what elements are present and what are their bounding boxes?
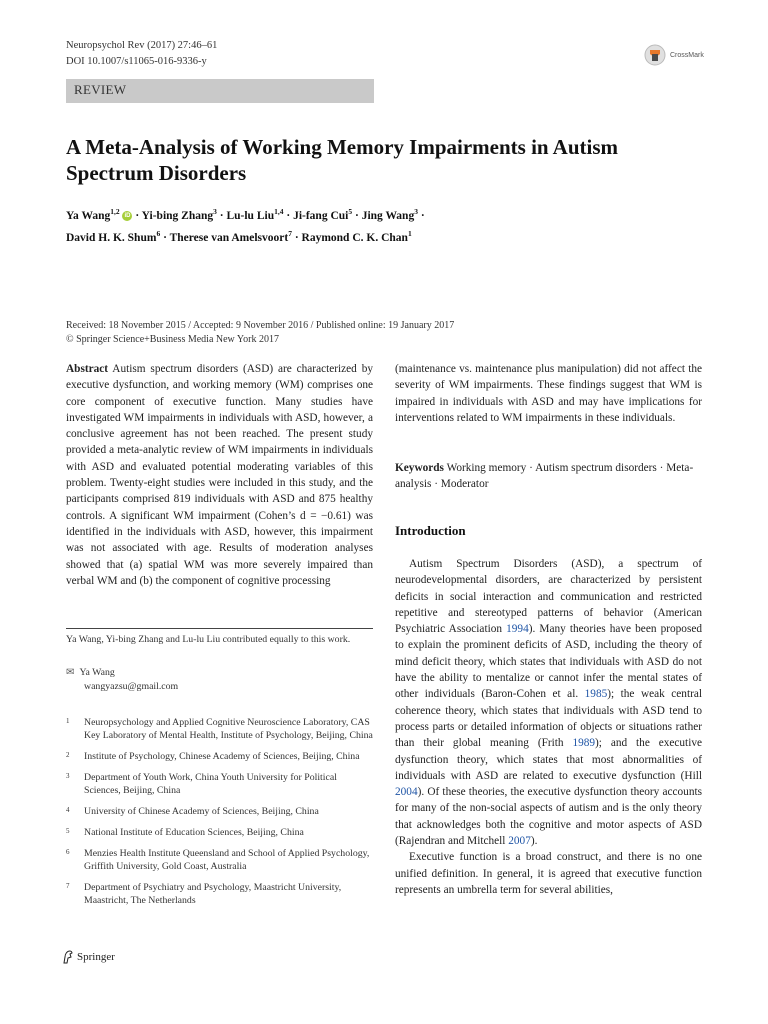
publication-info bbox=[66, 319, 454, 347]
keywords-text: Working memory · Autism spectrum disorders · Meta-analysis · Moderator bbox=[395, 462, 694, 491]
affiliation-item bbox=[66, 847, 373, 873]
publisher-name: Springer bbox=[77, 951, 115, 963]
crossmark-icon bbox=[644, 44, 666, 66]
introduction-body bbox=[395, 556, 702, 898]
keywords bbox=[395, 460, 702, 493]
author-name[interactable]: Raymond C. K. Chan bbox=[301, 231, 408, 244]
springer-horse-icon bbox=[62, 950, 74, 964]
author-separator: · bbox=[283, 209, 294, 222]
contact-name: Ya Wang bbox=[79, 667, 115, 678]
citation-link[interactable]: 2004 bbox=[395, 786, 418, 799]
affiliation-text: Department of Psychiatry and Psychology, Maastricht University, Maastricht, The Netherlands bbox=[84, 882, 342, 906]
orcid-icon[interactable]: iD bbox=[124, 213, 131, 220]
keywords-label: Keywords bbox=[395, 462, 444, 474]
author-affiliation-ref: 3 bbox=[414, 207, 418, 216]
intro-text: ); and the executive dysfunction theory, which states that most abnormalities of individuals with ASD are related to executive dysfunction (Hill bbox=[395, 737, 702, 782]
affiliation-text: Institute of Psychology, Chinese Academy of Sciences, Beijing, China bbox=[84, 751, 360, 762]
author bbox=[169, 228, 292, 244]
introduction-heading: Introduction bbox=[395, 523, 466, 538]
doi[interactable]: DOI 10.1007/s11065-016-9336-y bbox=[66, 56, 207, 67]
affiliation-text: Neuropsychology and Applied Cognitive Neuroscience Laboratory, CAS Key Laboratory of Mental Health, Institute of Psychology, Beijing, China bbox=[84, 717, 373, 741]
citation-link[interactable]: 2007 bbox=[508, 835, 531, 848]
introduction-paragraph-2: Executive function is a broad construct, and there is no one unified definition. In general, it is agreed that executive function represents an umbrella term for several abilities, bbox=[395, 851, 702, 896]
publisher-logo bbox=[62, 950, 115, 964]
affiliation-item bbox=[66, 716, 373, 742]
affiliation-text: Menzies Health Institute Queensland and School of Applied Psychology, Griffith University, Gold Coast, Australia bbox=[84, 848, 370, 872]
publication-dates: Received: 18 November 2015 / Accepted: 9 November 2016 / Published online: 19 January 2017 bbox=[66, 320, 455, 331]
affiliation-item bbox=[66, 771, 373, 797]
author-name[interactable]: Ji-fang Cui bbox=[293, 209, 349, 222]
abstract-continued: (maintenance vs. maintenance plus manipulation) did not affect the severity of WM impairments. These findings suggest that WM is impaired in individuals with ASD and may have implications for interventions related to WM impairments in these individuals. bbox=[395, 363, 702, 424]
copyright-line: © Springer Science+Business Media New York 2017 bbox=[66, 334, 279, 345]
introduction-paragraph-1 bbox=[395, 556, 702, 849]
author-name[interactable]: Ya Wang bbox=[66, 209, 111, 222]
author-affiliation-ref: 1,2 bbox=[110, 207, 120, 216]
author bbox=[141, 207, 217, 222]
affiliation-number: 2 bbox=[66, 751, 70, 759]
author bbox=[301, 228, 412, 244]
author-name[interactable]: Yi-bing Zhang bbox=[141, 209, 214, 222]
author-affiliation-ref: 5 bbox=[348, 207, 353, 216]
affiliations bbox=[66, 716, 373, 915]
intro-text: ). bbox=[530, 835, 538, 848]
affiliation-number: 5 bbox=[66, 827, 70, 835]
author-affiliation-ref: 6 bbox=[156, 228, 161, 238]
article-type: REVIEW bbox=[74, 82, 127, 97]
author-name[interactable]: Therese van Amelsvoort bbox=[169, 231, 289, 244]
author-separator: · bbox=[132, 209, 142, 222]
envelope-icon: ✉ bbox=[66, 667, 75, 678]
intro-text: ). Of these theories, the executive dysfunction theory accounts for many of the non-social aspects of autism and is the only theory that acknowledges both the cognitive and motor aspects of ASD (Rajendran and Mitchell bbox=[395, 786, 702, 848]
footnote-divider bbox=[66, 628, 373, 629]
affiliation-number: 1 bbox=[66, 717, 70, 725]
author-name[interactable]: David H. K. Shum bbox=[66, 231, 157, 244]
article-type-bar bbox=[66, 79, 374, 103]
affiliation-item bbox=[66, 881, 373, 907]
affiliation-number: 3 bbox=[66, 772, 70, 780]
intro-text: ); the weak central coherence theory, which states that individuals with ASD tend to process parts or detailed information of objects or situations rather than their global meaning (Frith bbox=[395, 688, 702, 750]
author bbox=[66, 207, 132, 222]
author bbox=[66, 228, 161, 244]
abstract bbox=[66, 361, 373, 589]
affiliation-number: 4 bbox=[66, 806, 70, 814]
citation-link[interactable]: 1985 bbox=[584, 688, 608, 701]
equal-contribution-note: Ya Wang, Yi-bing Zhang and Lu-lu Liu contributed equally to this work. bbox=[66, 634, 351, 645]
author-name[interactable]: Jing Wang bbox=[361, 209, 415, 222]
citation-link[interactable]: 1989 bbox=[572, 737, 596, 750]
affiliation-item bbox=[66, 826, 373, 839]
crossmark-badge[interactable] bbox=[644, 44, 704, 66]
author bbox=[226, 207, 284, 222]
abstract-text: Autism spectrum disorders (ASD) are characterized by executive dysfunction, and working memory (WM) comprises one core component of executive function. Many studies have investigated WM impairments in individuals with ASD, however, a conclusive agreement has not been reached. The present study provided a meta-analytic review of WM impairments in individuals with ASD and evaluated potential moderating variables of this problem. Twenty-eight studies were included in this study, and the participants comprised 819 individuals with ASD and 875 healthy controls. A significant WM impairment (Cohen’s d = −0.61) was identified in the individuals with ASD, however, this impairment was not associated with age. Results of moderation analyses showed that (a) spatial WM was more severely impaired than verbal WM and (b) the component of cognitive processing bbox=[66, 363, 373, 587]
author-separator: · bbox=[417, 209, 425, 222]
author-separator: · bbox=[291, 231, 302, 244]
author bbox=[361, 207, 418, 222]
affiliation-number: 6 bbox=[66, 848, 70, 856]
corresponding-author bbox=[66, 666, 178, 694]
affiliation-text: Department of Youth Work, China Youth University for Political Sciences, Beijing, China bbox=[84, 772, 337, 796]
author-affiliation-ref: 1,4 bbox=[274, 207, 284, 216]
journal-citation: Neuropsychol Rev (2017) 27:46–61 bbox=[66, 40, 218, 51]
article-title: A Meta-Analysis of Working Memory Impairments in Autism Spectrum Disorders bbox=[66, 135, 619, 185]
affiliation-text: University of Chinese Academy of Sciences, Beijing, China bbox=[84, 806, 319, 817]
crossmark-label: CrossMark bbox=[670, 51, 704, 59]
intro-text: ). Many theories have been proposed to explain the prominent deficits of ASD, including the theory of mind deficit theory, which states that individuals with ASD do not have the ability to mentalize or cannot infer the mental states of other individuals (Baron-Cohen et al. bbox=[395, 623, 703, 701]
affiliation-item bbox=[66, 750, 373, 763]
author-separator: · bbox=[352, 209, 362, 222]
affiliation-item bbox=[66, 805, 373, 818]
citation-link[interactable]: 1994 bbox=[506, 623, 529, 636]
intro-text: Autism Spectrum Disorders (ASD), a spectrum of neurodevelopmental disorders, are characterized by persistent deficits in social interaction and communication and restricted repetitive and stereotyped patterns of behavior (American Psychiatric Association bbox=[395, 558, 702, 636]
author-affiliation-ref: 7 bbox=[288, 228, 292, 238]
author-name[interactable]: Lu-lu Liu bbox=[226, 209, 275, 222]
author-separator: · bbox=[160, 231, 170, 244]
abstract-label: Abstract bbox=[66, 363, 109, 375]
affiliation-text: National Institute of Education Sciences, Beijing, China bbox=[84, 827, 304, 838]
author-affiliation-ref: 1 bbox=[407, 228, 412, 238]
affiliation-number: 7 bbox=[66, 882, 70, 890]
author-separator: · bbox=[216, 209, 227, 222]
contact-email[interactable]: wangyazsu@gmail.com bbox=[84, 681, 179, 692]
author-affiliation-ref: 3 bbox=[213, 207, 217, 216]
author bbox=[293, 207, 353, 222]
author-list bbox=[66, 203, 706, 247]
